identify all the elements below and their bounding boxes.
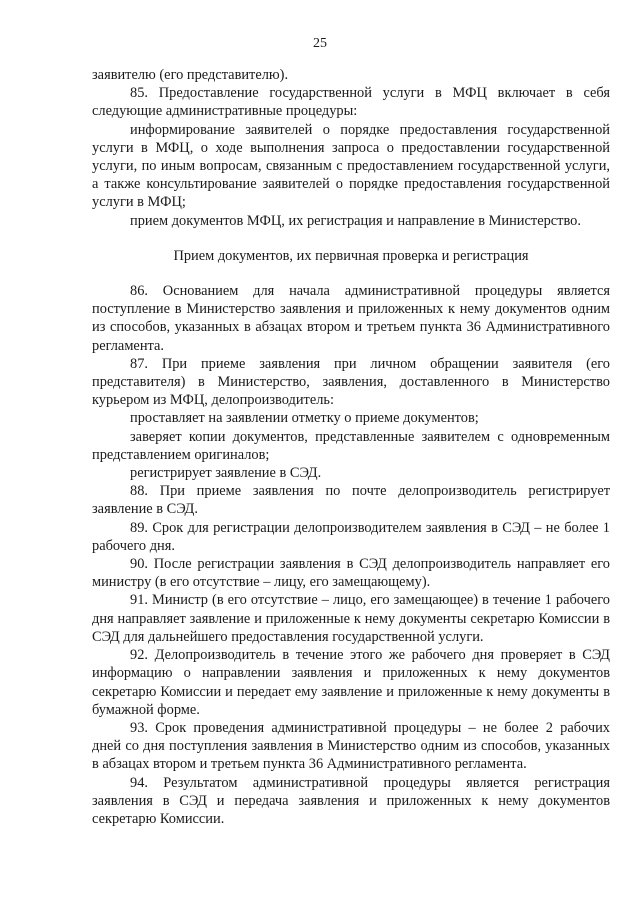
page-number: 25 — [313, 36, 327, 51]
document-body — [92, 66, 610, 828]
paragraph-93: 93. Срок проведения административной процедуры – не более 2 рабочих дней со дня поступления заявления в Министерство одним из способов, указанных в абзацах втором и третьем пункта 36 Административного регламента. — [92, 719, 610, 773]
paragraph-91: 91. Министр (в его отсутствие – лицо, его замещающее) в течение 1 рабочего дня направляет заявление и приложенные к нему документы секретарю Комиссии в СЭД для дальнейшего предоставления государственной услуги. — [92, 592, 610, 645]
paragraph-87-item-3: регистрирует заявление в СЭД. — [130, 465, 322, 482]
section-heading: Прием документов, их первичная проверка и регистрация — [173, 247, 529, 264]
paragraph-85-item-2: прием документов МФЦ, их регистрация и направление в Министерство. — [130, 212, 581, 229]
paragraph-85: 85. Предоставление государственной услуги в МФЦ включает в себя следующие административные процедуры: — [92, 85, 610, 120]
paragraph-92: 92. Делопроизводитель в течение этого же рабочего дня проверяет в СЭД информацию о направлении заявления и приложенных к нему документов секретарю Комиссии и передает ему заявление и приложенные к нему документы в бумажной форме. — [92, 647, 610, 718]
paragraph-89: 89. Срок для регистрации делопроизводителем заявления в СЭД – не более 1 рабочего дня. — [92, 519, 610, 554]
paragraph-87-item-2: заверяет копии документов, представленные заявителем с одновременным представлением оригиналов; — [92, 428, 610, 463]
paragraph-87-item-1: проставляет на заявлении отметку о приеме документов; — [130, 410, 479, 427]
paragraph-94: 94. Результатом административной процедуры является регистрация заявления в СЭД и передача заявления и приложенных к нему документов секретарю Комиссии. — [92, 774, 610, 827]
paragraph-86: 86. Основанием для начала административной процедуры является поступление в Министерство заявления и приложенных к нему документов одним из способов, указанных в абзацах втором и третьем пункта 36 Административного регламента. — [92, 283, 610, 354]
paragraph-88: 88. При приеме заявления по почте делопроизводитель регистрирует заявление в СЭД. — [92, 483, 610, 518]
paragraph-87: 87. При приеме заявления при личном обращении заявителя (его представителя) в Министерство, заявления, доставленного в Министерство курьером из МФЦ, делопроизводитель: — [92, 355, 610, 409]
paragraph-90: 90. После регистрации заявления в СЭД делопроизводитель направляет его министру (в его отсутствие – лицу, его замещающему). — [92, 556, 610, 591]
paragraph-85-item-1: информирование заявителей о порядке предоставления государственной услуги в МФЦ, о ходе выполнения запроса о предоставлении государственной услуги, по иным вопросам, связанным с предоставлением государственной услуги, а также консультирование заявителей о порядке предоставления государственной услуги в МФЦ; — [92, 121, 610, 211]
paragraph-continuation: заявителю (его представителю). — [92, 67, 289, 83]
